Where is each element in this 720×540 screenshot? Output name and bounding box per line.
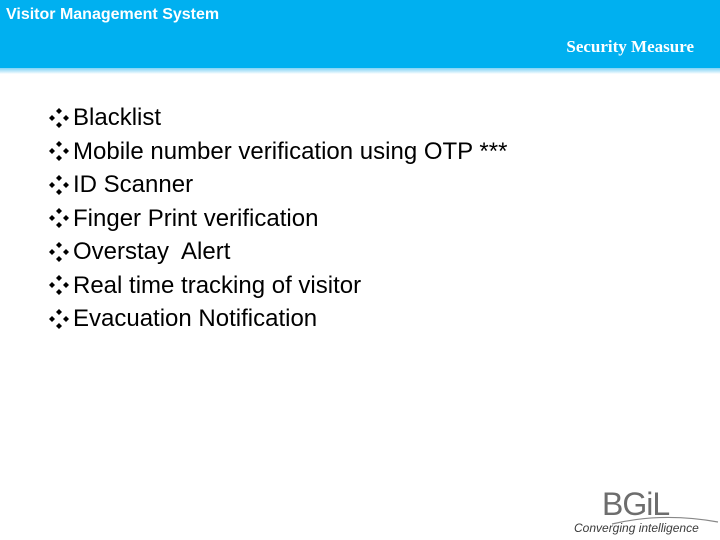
list-item-text: Evacuation Notification [73, 305, 318, 332]
list-item-text: Mobile number verification using OTP *** [73, 137, 508, 165]
list-item [48, 235, 507, 269]
list-item-text: ID Scanner [73, 171, 194, 198]
diamond-bullet-icon [48, 241, 70, 263]
diamond-bullet-icon [48, 174, 70, 196]
list-item [48, 302, 507, 336]
logo-wordmark: BGiL [602, 486, 670, 522]
list-item [48, 135, 507, 169]
logo-tagline: Converging intelligence [574, 521, 699, 535]
diamond-bullet-icon [48, 274, 70, 296]
list-item [48, 202, 507, 236]
list-item-text: Blacklist [73, 104, 162, 131]
header-bar [0, 0, 720, 68]
diamond-bullet-icon [48, 140, 70, 162]
company-logo [572, 484, 720, 540]
header-divider [0, 68, 720, 74]
section-title: Security Measure [566, 37, 694, 56]
diamond-bullet-icon [48, 107, 70, 129]
list-item [48, 101, 507, 135]
feature-list [48, 101, 507, 336]
list-item-text: Finger Print verification [73, 204, 319, 232]
diamond-bullet-icon [48, 308, 70, 330]
list-item [48, 269, 507, 303]
list-item-text: Real time tracking of visitor [73, 271, 362, 299]
diamond-bullet-icon [48, 207, 70, 229]
app-title: Visitor Management System [6, 6, 220, 23]
list-item [48, 168, 507, 202]
list-item-text: Overstay Alert [73, 238, 231, 265]
